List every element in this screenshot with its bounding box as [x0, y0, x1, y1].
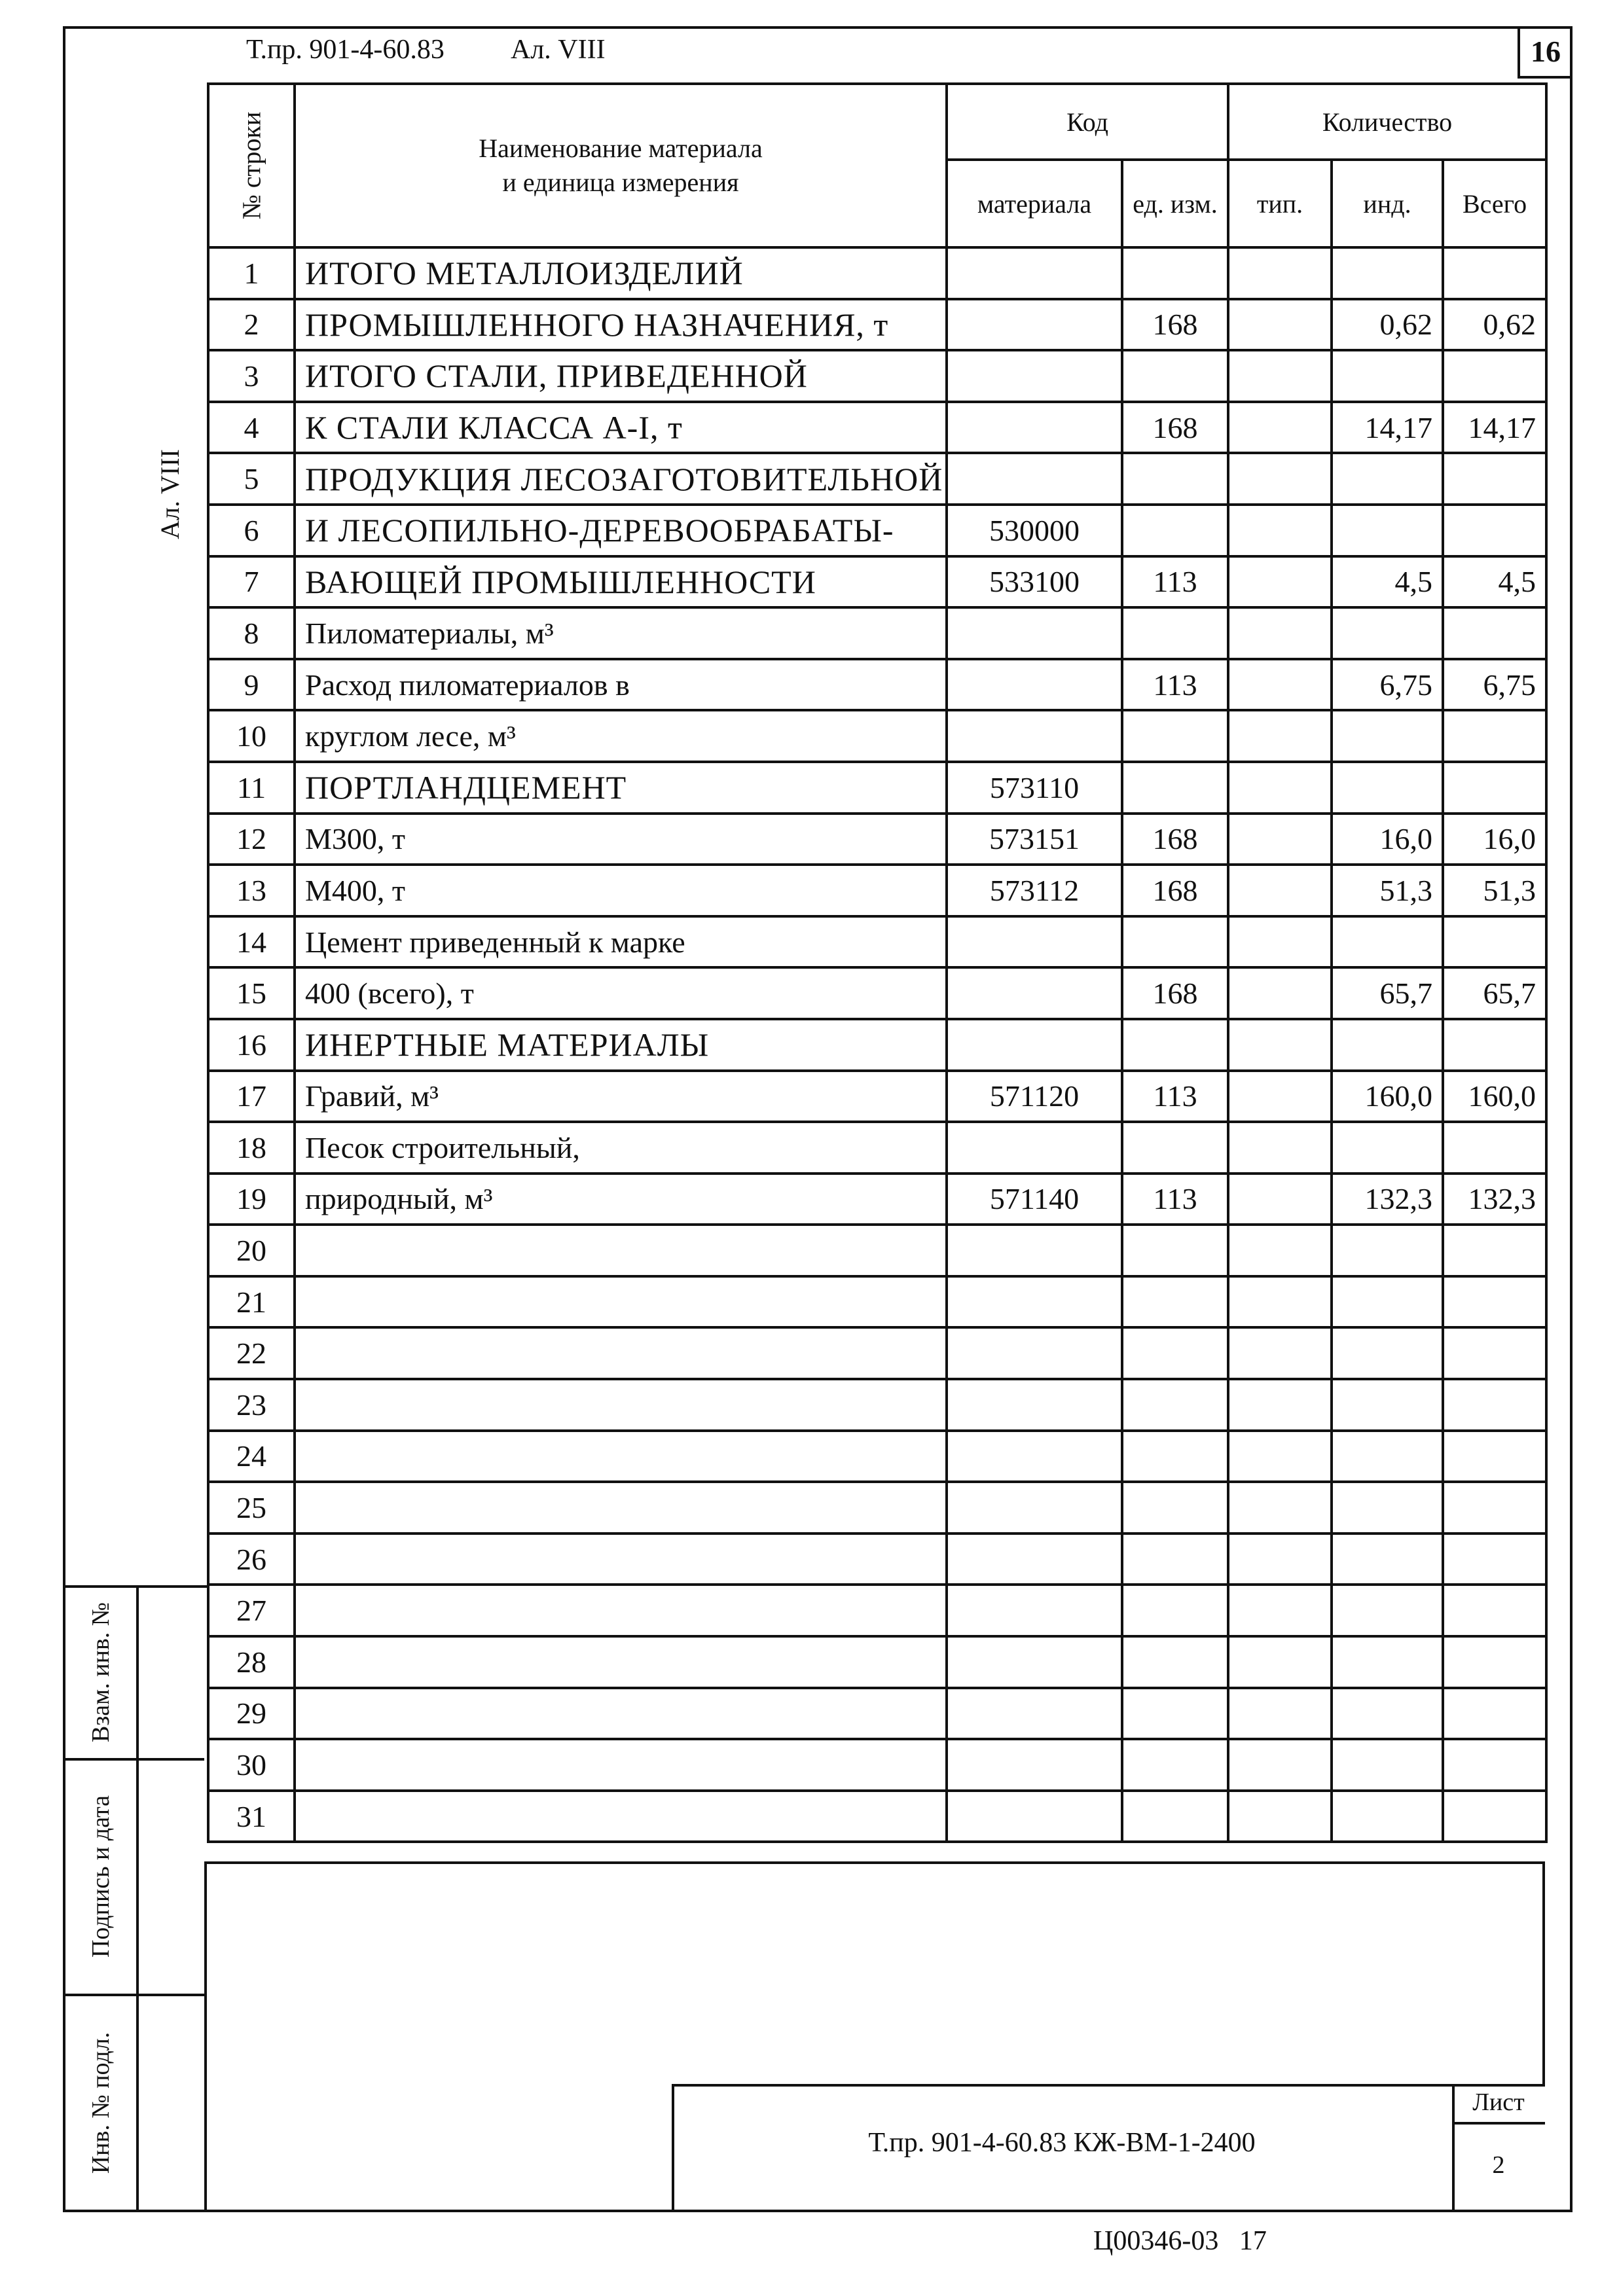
qty-typ-cell [1228, 1379, 1332, 1431]
header-code-unit: ед. изм. [1122, 160, 1228, 247]
qty-typ-cell [1228, 247, 1332, 299]
unit-code-cell [1122, 505, 1228, 556]
materials-table [207, 82, 1548, 1843]
table-row [208, 1019, 1546, 1071]
header-material-name: Наименование материала и единица измерения [295, 84, 947, 247]
qty-total-cell [1443, 1482, 1546, 1534]
row-number-cell: 12 [208, 814, 295, 865]
material-name-cell: круглом лесе, м³ [295, 710, 947, 762]
table-body [208, 247, 1546, 1842]
material-code-cell [947, 1791, 1122, 1842]
material-name-cell [295, 1791, 947, 1842]
material-code-cell [947, 916, 1122, 968]
unit-code-cell [1122, 916, 1228, 968]
material-name-cell: 400 (всего), т [295, 967, 947, 1019]
table-row [208, 865, 1546, 916]
header-code-group: Код [947, 84, 1228, 160]
qty-ind-cell [1332, 1791, 1443, 1842]
table-row [208, 967, 1546, 1019]
qty-ind-cell: 160,0 [1332, 1071, 1443, 1122]
material-code-cell [947, 659, 1122, 711]
archive-code: Ц00346-03 17 [1093, 2226, 1267, 2256]
row-number-cell: 20 [208, 1225, 295, 1276]
material-name-cell [295, 1688, 947, 1740]
row-number-cell: 3 [208, 350, 295, 402]
unit-code-cell [1122, 762, 1228, 814]
unit-code-cell: 168 [1122, 299, 1228, 351]
side-stamp-sign-date: Подпись и дата [87, 1795, 115, 1958]
table-row [208, 402, 1546, 454]
qty-typ-cell [1228, 607, 1332, 659]
unit-code-cell: 168 [1122, 402, 1228, 454]
header-row-number: № строки [208, 84, 295, 247]
row-number-cell: 9 [208, 659, 295, 711]
table-row [208, 1174, 1546, 1225]
qty-ind-cell [1332, 1688, 1443, 1740]
material-code-cell [947, 299, 1122, 351]
row-number-cell: 22 [208, 1327, 295, 1379]
qty-ind-cell: 4,5 [1332, 556, 1443, 608]
unit-code-cell: 113 [1122, 659, 1228, 711]
material-name-cell: Цемент приведенный к марке [295, 916, 947, 968]
material-code-cell: 571140 [947, 1174, 1122, 1225]
unit-code-cell: 168 [1122, 814, 1228, 865]
material-name-cell: природный, м³ [295, 1174, 947, 1225]
qty-typ-cell [1228, 402, 1332, 454]
material-name-cell: ИНЕРТНЫЕ МАТЕРИАЛЫ [295, 1019, 947, 1071]
qty-ind-cell [1332, 762, 1443, 814]
material-code-cell [947, 1276, 1122, 1328]
material-code-cell [947, 402, 1122, 454]
qty-total-cell: 0,62 [1443, 299, 1546, 351]
table-row [208, 1482, 1546, 1534]
qty-typ-cell [1228, 1019, 1332, 1071]
qty-typ-cell [1228, 1482, 1332, 1534]
material-name-cell [295, 1739, 947, 1791]
material-name-cell: Пиломатериалы, м³ [295, 607, 947, 659]
header-qty-total: Всего [1443, 160, 1546, 247]
side-stamp-divider [136, 1585, 139, 2212]
qty-ind-cell: 0,62 [1332, 299, 1443, 351]
row-number-cell: 7 [208, 556, 295, 608]
qty-total-cell: 51,3 [1443, 865, 1546, 916]
qty-typ-cell [1228, 1739, 1332, 1791]
material-name-cell: И ЛЕСОПИЛЬНО-ДЕРЕВООБРАБАТЫ- [295, 505, 947, 556]
table-row [208, 1739, 1546, 1791]
side-album-label: Ал. VIII [155, 449, 185, 539]
table-row [208, 1071, 1546, 1122]
material-code-cell [947, 1688, 1122, 1740]
qty-ind-cell [1332, 1379, 1443, 1431]
material-name-cell [295, 1225, 947, 1276]
material-name-cell: К СТАЛИ КЛАССА А-I, т [295, 402, 947, 454]
doc-reference: Т.пр. 901-4-60.83 [246, 35, 445, 65]
qty-ind-cell [1332, 1019, 1443, 1071]
qty-total-cell [1443, 1431, 1546, 1482]
qty-total-cell [1443, 1276, 1546, 1328]
unit-code-cell [1122, 1482, 1228, 1534]
qty-typ-cell [1228, 1585, 1332, 1636]
table-row [208, 556, 1546, 608]
row-number-cell: 17 [208, 1071, 295, 1122]
material-name-cell [295, 1431, 947, 1482]
qty-ind-cell: 132,3 [1332, 1174, 1443, 1225]
table-row [208, 607, 1546, 659]
material-name-cell: ИТОГО СТАЛИ, ПРИВЕДЕННОЙ [295, 350, 947, 402]
qty-typ-cell [1228, 814, 1332, 865]
table-row [208, 1276, 1546, 1328]
unit-code-cell [1122, 1431, 1228, 1482]
qty-typ-cell [1228, 1174, 1332, 1225]
material-name-cell [295, 1482, 947, 1534]
table-row [208, 916, 1546, 968]
qty-typ-cell [1228, 865, 1332, 916]
material-code-cell: 571120 [947, 1071, 1122, 1122]
row-number-cell: 30 [208, 1739, 295, 1791]
row-number-cell: 28 [208, 1636, 295, 1688]
qty-ind-cell [1332, 505, 1443, 556]
qty-total-cell [1443, 1019, 1546, 1071]
unit-code-cell: 168 [1122, 967, 1228, 1019]
qty-typ-cell [1228, 556, 1332, 608]
material-name-cell: М400, т [295, 865, 947, 916]
material-code-cell [947, 453, 1122, 505]
qty-typ-cell [1228, 1122, 1332, 1174]
title-block-sheet-label: Лист [1472, 2089, 1525, 2116]
qty-total-cell [1443, 1122, 1546, 1174]
qty-ind-cell [1332, 916, 1443, 968]
qty-total-cell [1443, 1534, 1546, 1585]
material-code-cell [947, 967, 1122, 1019]
qty-ind-cell [1332, 1276, 1443, 1328]
material-code-cell: 573110 [947, 762, 1122, 814]
row-number-cell: 31 [208, 1791, 295, 1842]
qty-total-cell [1443, 453, 1546, 505]
qty-typ-cell [1228, 1688, 1332, 1740]
material-code-cell [947, 350, 1122, 402]
table-row [208, 1585, 1546, 1636]
unit-code-cell [1122, 1636, 1228, 1688]
table-row [208, 1122, 1546, 1174]
unit-code-cell [1122, 1379, 1228, 1431]
material-code-cell [947, 1327, 1122, 1379]
unit-code-cell [1122, 710, 1228, 762]
unit-code-cell [1122, 350, 1228, 402]
row-number-cell: 16 [208, 1019, 295, 1071]
material-code-cell [947, 710, 1122, 762]
row-number-cell: 23 [208, 1379, 295, 1431]
qty-total-cell [1443, 1688, 1546, 1740]
side-stamp-replace-inv: Взам. инв. № [87, 1602, 115, 1743]
qty-ind-cell [1332, 1482, 1443, 1534]
qty-ind-cell [1332, 1122, 1443, 1174]
material-name-cell [295, 1636, 947, 1688]
unit-code-cell [1122, 1534, 1228, 1585]
material-name-cell [295, 1327, 947, 1379]
qty-ind-cell [1332, 453, 1443, 505]
qty-typ-cell [1228, 1791, 1332, 1842]
unit-code-cell [1122, 1585, 1228, 1636]
side-stamp-orig-inv: Инв. № подл. [87, 2032, 115, 2174]
row-number-cell: 11 [208, 762, 295, 814]
qty-typ-cell [1228, 762, 1332, 814]
qty-total-cell [1443, 1791, 1546, 1842]
qty-total-cell [1443, 762, 1546, 814]
row-number-cell: 1 [208, 247, 295, 299]
material-code-cell [947, 1585, 1122, 1636]
material-code-cell [947, 1019, 1122, 1071]
row-number-cell: 15 [208, 967, 295, 1019]
material-code-cell [947, 1739, 1122, 1791]
material-code-cell [947, 1482, 1122, 1534]
qty-total-cell [1443, 1379, 1546, 1431]
row-number-cell: 2 [208, 299, 295, 351]
row-number-cell: 13 [208, 865, 295, 916]
material-name-cell: ИТОГО МЕТАЛЛОИЗДЕЛИЙ [295, 247, 947, 299]
qty-ind-cell [1332, 1585, 1443, 1636]
qty-ind-cell [1332, 1534, 1443, 1585]
side-stamp-sep-2 [63, 1994, 204, 1996]
qty-typ-cell [1228, 453, 1332, 505]
title-block-sheet-number: 2 [1492, 2151, 1505, 2179]
page-number: 16 [1518, 26, 1571, 79]
table-row [208, 1534, 1546, 1585]
unit-code-cell [1122, 1019, 1228, 1071]
material-name-cell: ПОРТЛАНДЦЕМЕНТ [295, 762, 947, 814]
row-number-cell: 10 [208, 710, 295, 762]
qty-typ-cell [1228, 1431, 1332, 1482]
unit-code-cell [1122, 1688, 1228, 1740]
table-right-rule-lower [1542, 1861, 1545, 2084]
material-name-cell [295, 1276, 947, 1328]
material-code-cell: 573151 [947, 814, 1122, 865]
header-code-material: материала [947, 160, 1122, 247]
unit-code-cell: 113 [1122, 1071, 1228, 1122]
table-row [208, 1225, 1546, 1276]
table-left-rule-lower [204, 1861, 207, 2212]
row-number-cell: 26 [208, 1534, 295, 1585]
material-code-cell [947, 1534, 1122, 1585]
material-code-cell [947, 1122, 1122, 1174]
qty-ind-cell [1332, 607, 1443, 659]
header-quantity-group: Количество [1228, 84, 1546, 160]
table-row [208, 1379, 1546, 1431]
qty-total-cell [1443, 247, 1546, 299]
unit-code-cell [1122, 607, 1228, 659]
row-number-cell: 4 [208, 402, 295, 454]
header-qty-typ: тип. [1228, 160, 1332, 247]
row-number-cell: 5 [208, 453, 295, 505]
qty-ind-cell [1332, 1739, 1443, 1791]
material-code-cell [947, 1225, 1122, 1276]
qty-ind-cell: 6,75 [1332, 659, 1443, 711]
unit-code-cell [1122, 247, 1228, 299]
qty-typ-cell [1228, 1225, 1332, 1276]
row-number-cell: 14 [208, 916, 295, 968]
qty-ind-cell: 65,7 [1332, 967, 1443, 1019]
qty-ind-cell [1332, 1327, 1443, 1379]
table-row [208, 1636, 1546, 1688]
qty-ind-cell: 14,17 [1332, 402, 1443, 454]
table-row [208, 1327, 1546, 1379]
qty-typ-cell [1228, 1534, 1332, 1585]
row-number-cell: 18 [208, 1122, 295, 1174]
qty-total-cell: 16,0 [1443, 814, 1546, 865]
table-row [208, 505, 1546, 556]
unit-code-cell [1122, 1122, 1228, 1174]
unit-code-cell: 168 [1122, 865, 1228, 916]
qty-ind-cell [1332, 710, 1443, 762]
qty-total-cell [1443, 710, 1546, 762]
qty-typ-cell [1228, 299, 1332, 351]
qty-typ-cell [1228, 916, 1332, 968]
qty-typ-cell [1228, 1636, 1332, 1688]
unit-code-cell [1122, 453, 1228, 505]
row-number-cell: 8 [208, 607, 295, 659]
material-code-cell [947, 1636, 1122, 1688]
qty-total-cell: 14,17 [1443, 402, 1546, 454]
table-row [208, 814, 1546, 865]
qty-total-cell [1443, 1585, 1546, 1636]
qty-total-cell [1443, 1327, 1546, 1379]
material-name-cell: М300, т [295, 814, 947, 865]
unit-code-cell [1122, 1327, 1228, 1379]
table-bottom-rule [207, 1861, 1545, 1864]
unit-code-cell [1122, 1225, 1228, 1276]
unit-code-cell [1122, 1791, 1228, 1842]
material-name-cell [295, 1534, 947, 1585]
row-number-cell: 25 [208, 1482, 295, 1534]
qty-ind-cell [1332, 247, 1443, 299]
material-name-cell: Расход пиломатериалов в [295, 659, 947, 711]
table-row [208, 762, 1546, 814]
row-number-cell: 27 [208, 1585, 295, 1636]
qty-total-cell [1443, 1636, 1546, 1688]
row-number-cell: 21 [208, 1276, 295, 1328]
table-row [208, 247, 1546, 299]
qty-total-cell [1443, 607, 1546, 659]
qty-total-cell [1443, 1739, 1546, 1791]
material-code-cell [947, 1431, 1122, 1482]
material-name-cell: ПРОДУКЦИЯ ЛЕСОЗАГОТОВИТЕЛЬНОЙ [295, 453, 947, 505]
qty-typ-cell [1228, 710, 1332, 762]
qty-typ-cell [1228, 967, 1332, 1019]
table-row [208, 1688, 1546, 1740]
material-name-cell: ПРОМЫШЛЕННОГО НАЗНАЧЕНИЯ, т [295, 299, 947, 351]
row-number-cell: 29 [208, 1688, 295, 1740]
material-code-cell: 573112 [947, 865, 1122, 916]
qty-total-cell [1443, 350, 1546, 402]
material-code-cell [947, 607, 1122, 659]
table-row [208, 453, 1546, 505]
table-row [208, 710, 1546, 762]
unit-code-cell [1122, 1276, 1228, 1328]
qty-total-cell: 65,7 [1443, 967, 1546, 1019]
title-block-designation: Т.пр. 901-4-60.83 КЖ-ВМ-1-2400 [868, 2128, 1256, 2158]
qty-total-cell: 4,5 [1443, 556, 1546, 608]
material-name-cell [295, 1379, 947, 1431]
material-code-cell: 533100 [947, 556, 1122, 608]
material-code-cell: 530000 [947, 505, 1122, 556]
qty-total-cell: 6,75 [1443, 659, 1546, 711]
material-name-cell: ВАЮЩЕЙ ПРОМЫШЛЕННОСТИ [295, 556, 947, 608]
qty-typ-cell [1228, 1071, 1332, 1122]
qty-typ-cell [1228, 350, 1332, 402]
qty-ind-cell [1332, 350, 1443, 402]
table-row [208, 1431, 1546, 1482]
qty-typ-cell [1228, 1327, 1332, 1379]
row-number-cell: 6 [208, 505, 295, 556]
qty-ind-cell [1332, 1225, 1443, 1276]
material-code-cell [947, 1379, 1122, 1431]
table-row [208, 350, 1546, 402]
material-name-cell: Песок строительный, [295, 1122, 947, 1174]
qty-total-cell [1443, 916, 1546, 968]
unit-code-cell: 113 [1122, 1174, 1228, 1225]
qty-typ-cell [1228, 659, 1332, 711]
material-name-cell: Гравий, м³ [295, 1071, 947, 1122]
qty-ind-cell [1332, 1636, 1443, 1688]
row-number-cell: 24 [208, 1431, 295, 1482]
qty-typ-cell [1228, 1276, 1332, 1328]
qty-total-cell: 132,3 [1443, 1174, 1546, 1225]
unit-code-cell [1122, 1739, 1228, 1791]
qty-total-cell [1443, 1225, 1546, 1276]
qty-ind-cell: 16,0 [1332, 814, 1443, 865]
qty-total-cell: 160,0 [1443, 1071, 1546, 1122]
table-row [208, 299, 1546, 351]
album-label: Ал. VIII [511, 35, 606, 65]
qty-typ-cell [1228, 505, 1332, 556]
table-row [208, 1791, 1546, 1842]
table-row [208, 659, 1546, 711]
qty-total-cell [1443, 505, 1546, 556]
unit-code-cell: 113 [1122, 556, 1228, 608]
material-name-cell [295, 1585, 947, 1636]
qty-ind-cell: 51,3 [1332, 865, 1443, 916]
row-number-cell: 19 [208, 1174, 295, 1225]
title-block-sheet-sep [1452, 2122, 1545, 2125]
qty-ind-cell [1332, 1431, 1443, 1482]
material-code-cell [947, 247, 1122, 299]
header-qty-ind: инд. [1332, 160, 1443, 247]
